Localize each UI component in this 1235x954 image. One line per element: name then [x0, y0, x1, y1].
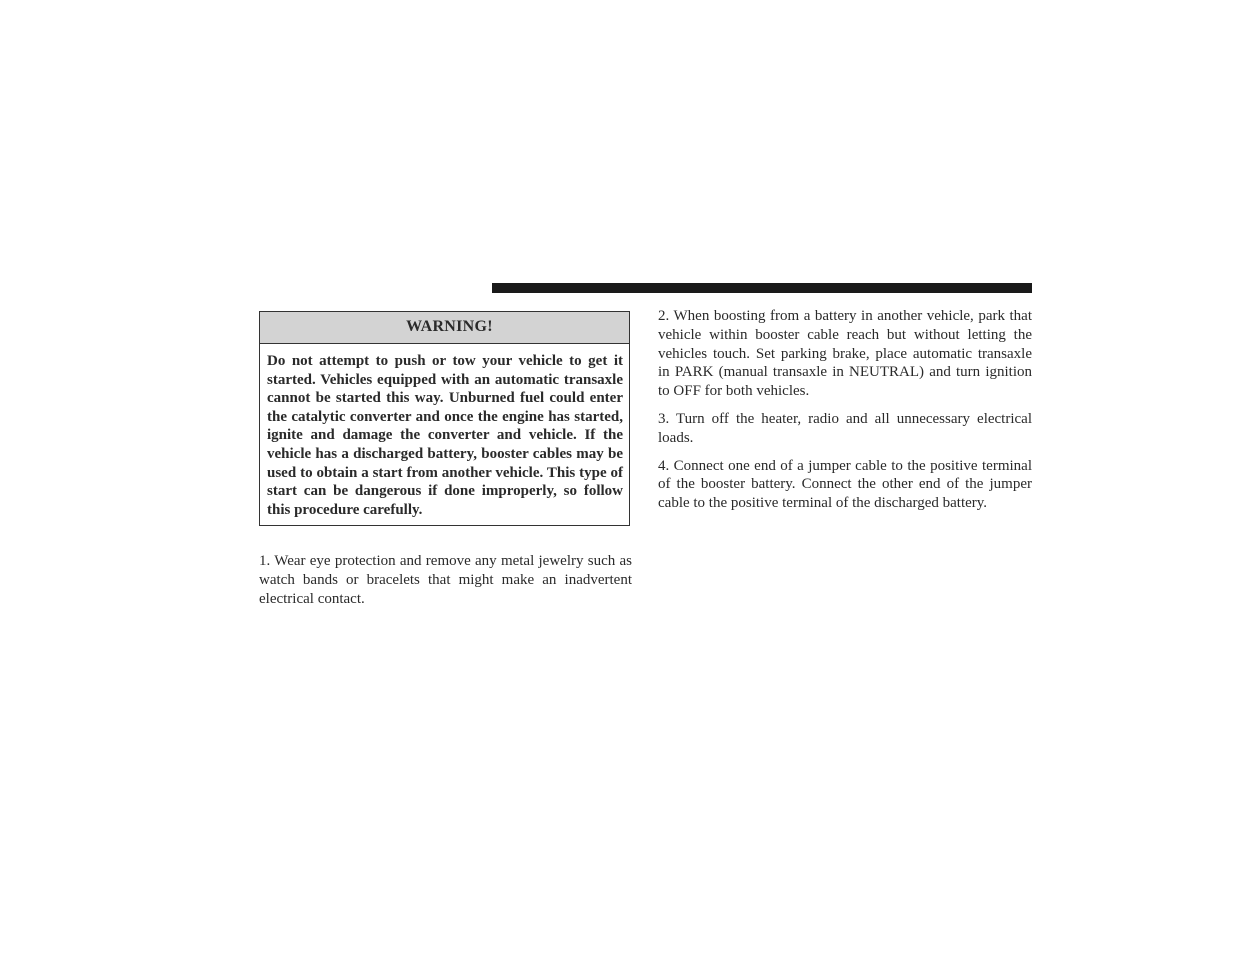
section-header-rule [492, 283, 1032, 293]
left-column [259, 552, 632, 617]
step-4: 4. Connect one end of a jumper cable to the positive terminal of the booster battery. Connect the other end of the jumper cable to the positive terminal of the discharged battery. [658, 457, 1032, 512]
step-1: 1. Wear eye protection and remove any metal jewelry such as watch bands or bracelets that might make an inadvertent electrical contact. [259, 553, 632, 607]
step-2: 2. When boosting from a battery in another vehicle, park that vehicle within booster cable reach but without letting the vehicles touch. Set parking brake, place automatic transaxle in PARK (manual transaxle in NEUTRAL) and turn ignition to OFF for both vehicles. [658, 308, 1032, 400]
warning-title: WARNING! [260, 312, 629, 344]
warning-box [259, 311, 630, 526]
step-3: 3. Turn off the heater, radio and all unnecessary electrical loads. [658, 410, 1032, 446]
right-column [658, 307, 1032, 522]
warning-text: Do not attempt to push or tow your vehicle to get it started. Vehicles equipped with an automatic transaxle cannot be started this way. Unburned fuel could enter the catalytic converter and once the engine has started, ignite and damage the converter and vehicle. If the vehicle has a discharged battery, booster cables may be used to obtain a start from another vehicle. This type of start can be dangerous if done improperly, so follow this procedure carefully. [267, 353, 623, 518]
